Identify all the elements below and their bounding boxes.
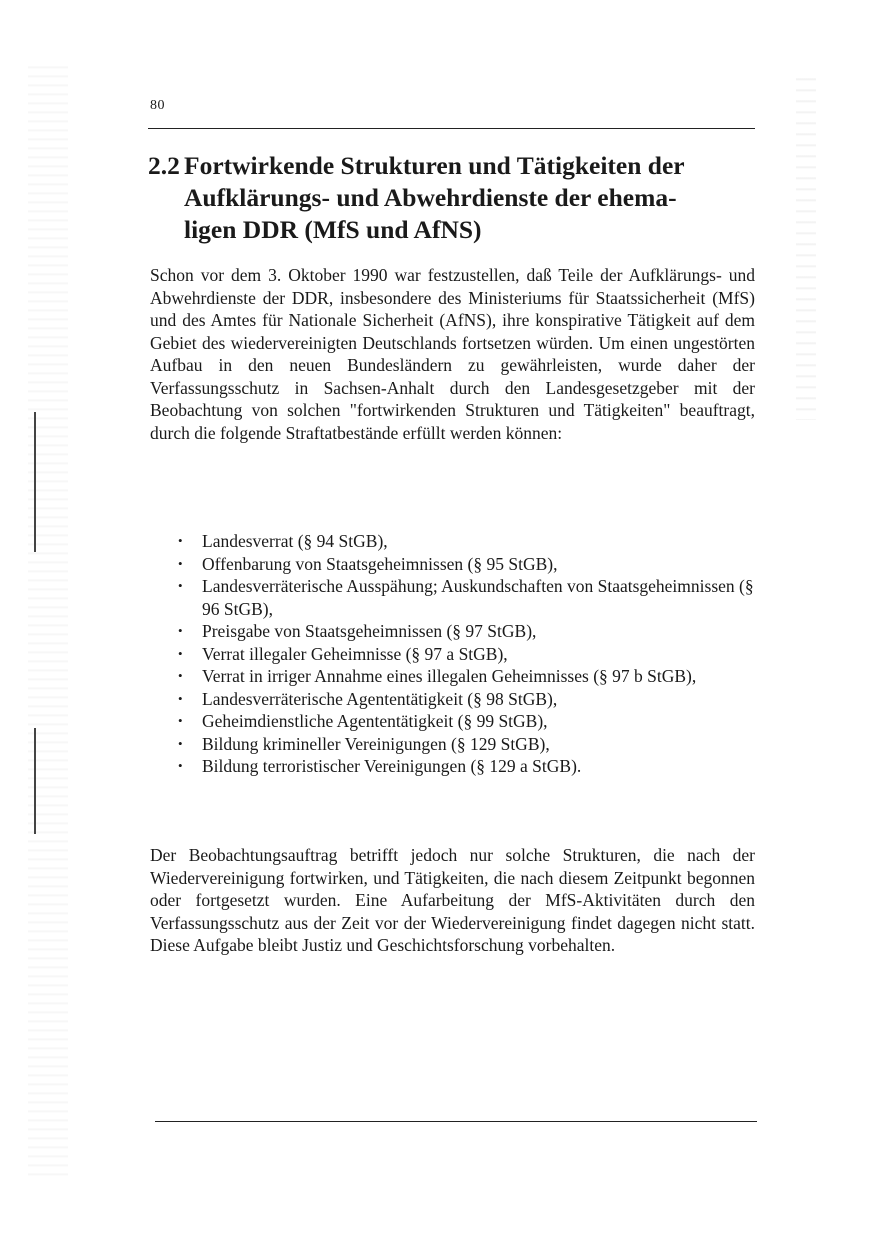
bullet-icon: • [178,623,183,638]
heading-text-1: Fortwirkende Strukturen und Tätigkeiten der [184,151,685,180]
list-item [176,553,756,576]
offense-list [176,530,756,778]
list-item [176,530,756,553]
section-heading [148,150,748,246]
list-item [176,710,756,733]
bullet-icon: • [178,533,183,548]
heading-line-1 [148,150,748,182]
list-item [176,688,756,711]
list-item [176,643,756,666]
bullet-icon: • [178,645,183,661]
list-item [176,665,756,688]
list-item-text: Offenbarung von Staatsgeheimnissen (§ 95 StGB), [202,553,558,574]
margin-mark [34,412,36,552]
list-item-text: Bildung terroristischer Vereinigungen (§ 129 a StGB). [202,756,582,776]
heading-line-3: ligen DDR (MfS und AfNS) [184,215,482,244]
header-rule [148,128,755,129]
list-item [176,620,756,643]
section-number: 2.2 [148,151,180,180]
list-item-text: Landesverräterische Ausspähung; Auskundschaften von Staatsgeheimnissen (§ 96 StGB), [202,576,754,619]
list-item-text: Geheimdienstliche Agententätigkeit (§ 99 StGB), [202,711,548,731]
list-item-text: Landesverräterische Agententätigkeit (§ 98 StGB), [202,688,558,709]
list-item-text: Preisgabe von Staatsgeheimnissen (§ 97 StGB), [202,621,537,641]
scan-artifact-left [28,60,68,1180]
list-item [176,755,756,778]
page-number: 80 [150,98,165,113]
footer-rule [155,1121,757,1122]
intro-paragraph: Schon vor dem 3. Oktober 1990 war festzustellen, daß Teile der Aufklärungs- und Abwehrdienste der DDR, insbesondere des Ministeriums für Staatssicherheit (MfS) und des Amtes für Nationale Sicherheit (AfNS), ihre konspirative Tätigkeit auf dem Gebiet des wiedervereinigten Deutschlands fortsetzen würden. Um einen ungestörten Aufbau in den neuen Bundesländern zu gewährleisten, wurde daher der Verfassungsschutz in Sachsen-Anhalt durch den Landesgesetzgeber mit der Beobachtung von solchen "fortwirkenden Strukturen und Tätigkeiten" beauftragt, durch die folgende Straftatbestände erfüllt werden können: [150,265,755,443]
list-item-text: Verrat in irriger Annahme eines illegalen Geheimnisses (§ 97 b StGB), [202,666,697,686]
heading-line-2: Aufklärungs- und Abwehrdienste der ehema- [184,183,677,212]
bullet-icon: • [178,713,183,728]
bullet-icon: • [178,690,183,706]
bullet-icon: • [178,668,183,683]
margin-mark [34,728,36,834]
closing-paragraph: Der Beobachtungsauftrag betrifft jedoch nur solche Strukturen, die nach der Wiedervereinigung fortwirken, und Tätigkeiten, die nach diesem Zeitpunkt begonnen oder fortgesetzt wurden. Eine Aufarbeitung der MfS-Aktivitäten durch den Verfassungsschutz aus der Zeit vor der Wiedervereinigung findet dagegen nicht statt. Diese Aufgabe bleibt Justiz und Geschichtsforschung vorbehalten. [150,845,755,955]
list-item [176,575,756,620]
bullet-icon: • [178,578,183,593]
list-item [176,733,756,756]
bullet-icon: • [178,758,183,773]
scan-artifact-right [796,70,816,420]
bullet-icon: • [178,735,183,751]
list-item-text: Verrat illegaler Geheimnisse (§ 97 a StGB), [202,643,508,664]
list-item-text: Landesverrat (§ 94 StGB), [202,531,388,551]
bullet-icon: • [178,555,183,571]
list-item-text: Bildung krimineller Vereinigungen (§ 129 StGB), [202,733,550,754]
